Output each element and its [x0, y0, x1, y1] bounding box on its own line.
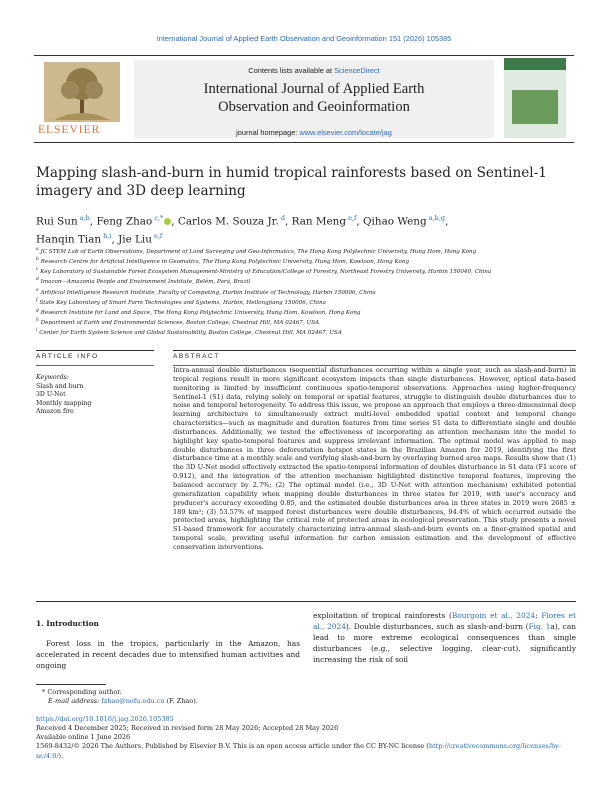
intro-right-text-3: a), can lead to more extreme ecological consequences than single disturbances (e.g., selective logging, clear-cut), significantly increasing the risk of soil	[313, 622, 576, 665]
affiliation-item	[36, 297, 576, 307]
journal-title-line-1: International Journal of Applied Earth	[203, 81, 425, 97]
affiliation-item	[36, 327, 576, 337]
author-affiliation-marker[interactable]: a,b,g	[426, 214, 446, 222]
affiliation-text: Key Laboratory of Sustainable Forest Ecosystem Management-Ministry of Education/College of Forestry, Northeast Forestry University, Harbin 150040, China	[38, 269, 492, 276]
author-name[interactable]: Hanqin Tian	[36, 233, 102, 246]
affiliation-marker: d	[36, 277, 39, 283]
elsevier-wordmark: ELSEVIER	[38, 124, 101, 136]
author-affiliation-marker[interactable]: h,i	[101, 232, 112, 241]
elsevier-logo[interactable]	[36, 62, 128, 138]
article-info-top-rule	[36, 350, 154, 351]
citation-flores-2024[interactable]: Flores et al., 2024	[313, 611, 576, 632]
intro-right-sep-1: ;	[535, 611, 542, 620]
affiliation-text: Artificial Intelligence Research Institute, Faculty of Computing, Harbin Institute of Technology, Harbin 150006, China	[38, 289, 376, 296]
author-name[interactable]: Ran Meng	[291, 215, 347, 228]
author-affiliation-marker[interactable]: e,f	[151, 232, 163, 241]
abstract-top-rule	[173, 350, 576, 351]
author-separator: ,	[356, 215, 364, 228]
affiliation-marker: c	[36, 267, 39, 273]
affiliation-item	[36, 317, 576, 327]
affiliation-text: Imazon—Amazonia People and Environment Institute, Belém, Pará, Brazil	[38, 279, 251, 286]
citation-bourgoin-2024[interactable]: Bourgoin et al., 2024	[451, 611, 536, 620]
keywords-label: Keywords:	[36, 374, 69, 381]
author-affiliation-marker[interactable]: d	[278, 214, 286, 222]
affiliation-marker: g	[36, 307, 39, 313]
affiliation-marker: b	[36, 257, 39, 263]
keywords-block	[36, 374, 156, 417]
affiliation-text: Research Institute for Land and Space, The Hong Kong Polytechnic University, Hung Hom, Kowloon, Hong Kong	[38, 309, 361, 316]
email-link[interactable]: fzhao@nefu.edu.cn	[101, 697, 165, 706]
keyword-item: Slash and burn	[36, 382, 84, 390]
affiliation-item	[36, 307, 576, 317]
keywords-list	[36, 383, 156, 417]
affiliation-text: JC STEM Lab of Earth Observations, Department of Land Surveying and Geo-Informatics, The Hong Kong Polytechnic University, Hung Hom, Hong Kong	[38, 248, 477, 255]
license-text: 1569-8432/© 2026 The Authors. Published by Elsevier B.V. This is an open access article under the CC BY-NC license (	[36, 742, 429, 751]
introduction-heading: 1. Introduction	[36, 619, 99, 628]
journal-title	[134, 80, 494, 116]
author-line-1	[36, 211, 576, 229]
abstract-heading: ABSTRACT	[173, 353, 220, 360]
author-list	[36, 211, 576, 248]
affiliation-item	[36, 246, 576, 256]
contents-prefix: Contents lists available at	[248, 66, 335, 75]
affiliation-marker: f	[36, 297, 38, 303]
email-label: E-mail address:	[48, 697, 102, 706]
journal-cover-thumbnail[interactable]	[504, 58, 566, 138]
author-name[interactable]: Feng Zhao	[96, 215, 153, 228]
elsevier-tree-icon	[44, 62, 120, 122]
affiliation-marker: a	[36, 247, 39, 252]
license-line	[36, 742, 576, 761]
author-affiliation-marker[interactable]: e,f	[346, 214, 357, 222]
keyword-item: Monthly mapping	[36, 399, 92, 407]
author-name[interactable]: Qihao Weng	[363, 215, 427, 228]
journal-homepage	[134, 128, 494, 137]
intro-right-text-2: ). Double disturbances, such as slash-and-burn (	[345, 622, 529, 632]
author-separator: ,	[445, 215, 449, 228]
article-title-line-2: imagery and 3D deep learning	[36, 183, 246, 199]
footnote-rule	[36, 684, 106, 685]
article-info-heading: ARTICLE INFO	[36, 353, 99, 360]
affiliation-text: Research Centre for Artificial Intelligence in Geomatics, The Hong Kong Polytechnic University, Hung Hom, Kowloon, Hong Kong	[38, 259, 410, 266]
article-title-line-1: Mapping slash-and-burn in humid tropical rainforests based on Sentinel-1	[36, 165, 547, 181]
cover-image	[512, 90, 558, 124]
affiliation-marker: i	[36, 328, 38, 334]
journal-masthead	[34, 55, 574, 143]
author-name[interactable]: Carlos M. Souza Jr.	[177, 215, 279, 228]
affiliation-text: Department of Earth and Environmental Sciences, Boston College, Chestnut Hill, MA 02467, USA	[38, 319, 320, 326]
license-close: ).	[58, 751, 64, 760]
author-separator: ,	[285, 215, 292, 228]
affiliation-marker: h	[36, 318, 39, 324]
doi-link[interactable]: https://doi.org/10.1016/j.jag.2026.105385	[36, 714, 174, 723]
affiliation-text: State Key Laboratory of Smart Farm Technologies and Systems, Harbin, Heilongjiang 150006, China	[37, 299, 327, 306]
article-title	[36, 164, 576, 200]
author-name[interactable]: Rui Sun	[36, 215, 78, 228]
email-line	[36, 697, 576, 706]
intro-right-text-1: exploitation of tropical rainforests (	[313, 611, 452, 620]
author-separator: ,	[111, 233, 119, 246]
article-info-sub-rule	[36, 365, 154, 366]
sciencedirect-link[interactable]: ScienceDirect	[334, 66, 380, 75]
abstract-bottom-rule	[36, 601, 576, 602]
affiliation-item	[36, 287, 576, 297]
license-link[interactable]: http://creativecommons.org/licenses/by-nc/4.0/	[36, 742, 561, 760]
journal-title-line-2: Observation and Geoinformation	[218, 99, 410, 115]
affiliation-item	[36, 256, 576, 266]
running-journal-header[interactable]: International Journal of Applied Earth Observation and Geoinformation 151 (2026) 105385	[156, 34, 452, 43]
corresponding-author-note: * Corresponding author.	[42, 688, 122, 696]
homepage-prefix: journal homepage:	[236, 128, 300, 137]
email-suffix: (F. Zhao).	[164, 697, 198, 706]
affiliation-marker: e	[36, 287, 39, 293]
cover-band	[504, 58, 566, 70]
keyword-item: Amazon fire	[36, 408, 74, 416]
homepage-link[interactable]: www.elsevier.com/locate/jag	[299, 128, 392, 137]
footer-spacer	[36, 707, 576, 715]
affiliation-item	[36, 276, 576, 286]
author-affiliation-marker[interactable]: a,b	[77, 214, 90, 222]
available-online: Available online 1 June 2026	[36, 733, 131, 742]
intro-right-column	[313, 610, 576, 665]
intro-left-column: Forest loss in the tropics, particularly in the Amazon, has accelerated in recent decades due to intensified human activities and ongoing	[36, 639, 300, 671]
author-affiliation-marker[interactable]: c,*	[152, 214, 164, 222]
affiliation-text: Center for Earth System Science and Global Sustainability, Boston College, Chestnut Hill, MA 02467, USA	[37, 330, 342, 337]
author-name[interactable]: Jie Liu	[118, 233, 152, 246]
author-separator: ,	[89, 215, 97, 228]
received-dates: Received 4 December 2025; Received in revised form 28 May 2026; Accepted 28 May 2026	[36, 723, 339, 732]
contents-line	[134, 66, 494, 75]
masthead-center	[134, 60, 494, 138]
keyword-item: 3D U-Net	[36, 391, 66, 399]
author-separator: ,	[171, 215, 178, 228]
article-footer	[36, 688, 576, 761]
affiliation-list	[36, 246, 576, 337]
figure-1-link[interactable]: Fig. 1	[528, 622, 551, 632]
abstract-text: Intra-annual double disturbances (sequential disturbances occurring within a single year, such as slash-and-burn) in tropical regions result in more significant ecosystem impacts than single disturbances. However, optical data-based monitoring is limited by insufficient continuous spatio-temporal observations. Approaches using higher-frequency Sentinel-1 (S1) data, relying solely on temporal or spatial features, struggle to distinguish double disturbances due to noise and temporal heterogeneity. To address this issue, we propose an approach that employs a three-dimensional deep learning architecture to simultaneously extract multi-level embedded spatial context and temporal change characteristics—such as magnitude and duration features from time series S1 data to differentiate single and double disturbances. Additionally, we tested the effectiveness of incorporating an attention mechanism into the model to highlight key spatio-temporal features and suppress irrelevant information. The optimal model was applied to map double disturbances in three deforestation hotspot states in the Brazilian Amazon for 2019, identifying the first disturbance time at a monthly scale and verifying slash-and-burn by overlaying burned area maps. Results show that (1) the 3D U-Net model effectively extracted the spatio-temporal information of doubles disturbance in S1 data (F1 score of 0.912), and the integration of the attention mechanism highlighted distinctive temporal features, improving the balanced accuracy by 2.7%; (2) The optimal model (i.e., 3D U-Net with attention mechanism) exhibited potential generalization capability when mapping double disturbances in three states for 2019, with user's accuracy and producer's accuracy exceeding 0.85, and the estimated double disturbances area in three states in 2019 were 2685 ± 189 km²; (3) 53.57% of mapped forest disturbances were double disturbances, 94.4% of which occurred outside the protected areas, highlighting the critical role of protected areas in ecological preservation. This study presents a novel S1-based framework for accurately characterizing intra-annual slash-and-burn events on a finer-grained spatial and temporal scale, providing useful information for carbon emission estimation and the development of effective conservation interventions.	[173, 366, 576, 551]
affiliation-item	[36, 266, 576, 276]
